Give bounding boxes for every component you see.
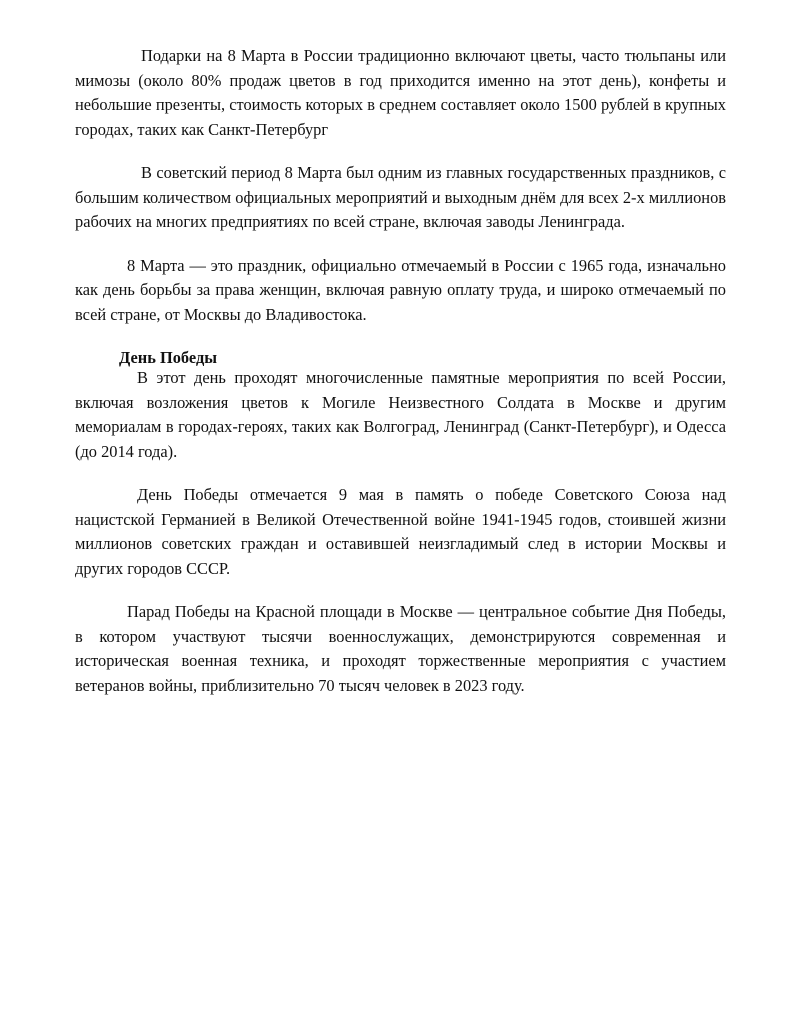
document-page [75,44,726,717]
paragraph-march8-gifts: Подарки на 8 Марта в России традиционно включают цветы, часто тюльпаны или мимозы (около 80% продаж цветов в год приходится именно на этот день), конфеты и небольшие презенты, стоимость которых в среднем составляет около 1500 рублей в крупных городах, таких как Санкт-Петербург [75,46,726,139]
paragraph-victory-may9: День Победы отмечается 9 мая в память о победе Советского Союза над нацистской Германией в Великой Отечественной войне 1941-1945 годов, стоившей жизни миллионов советских граждан и оставившей неизгладимый след в истории Москвы и других городов СССР. [75,485,726,578]
paragraph-victory-parade: Парад Победы на Красной площади в Москве — центральное событие Дня Победы, в котором участвуют тысячи военнослужащих, демонстрируются современная и историческая военная техника, и проходят торжественные мероприятия с участием ветеранов войны, приблизительно 70 тысяч человек в 2023 году. [75,602,726,695]
section-heading-victory-day: День Победы [119,348,218,367]
paragraph-march8-soviet: В советский период 8 Марта был одним из главных государственных праздников, с большим количеством официальных мероприятий и выходным днём для всех 2-х миллионов рабочих на многих предприятиях по всей стране, включая заводы Ленинграда. [75,163,726,231]
paragraph-march8-official: 8 Марта — это праздник, официально отмечаемый в России с 1965 года, изначально как день борьбы за права женщин, включая равную оплату труда, и широко отмечаемый по всей стране, от Москвы до Владивостока. [75,255,726,324]
paragraph-victory-memorials: В этот день проходят многочисленные памятные мероприятия по всей России, включая возложения цветов к Могиле Неизвестного Солдата в Москве и другим мемориалам в городах-героях, таких как Волгоград, Ленинград (Санкт-Петербург), и Одесса (до 2014 года). [75,368,726,461]
